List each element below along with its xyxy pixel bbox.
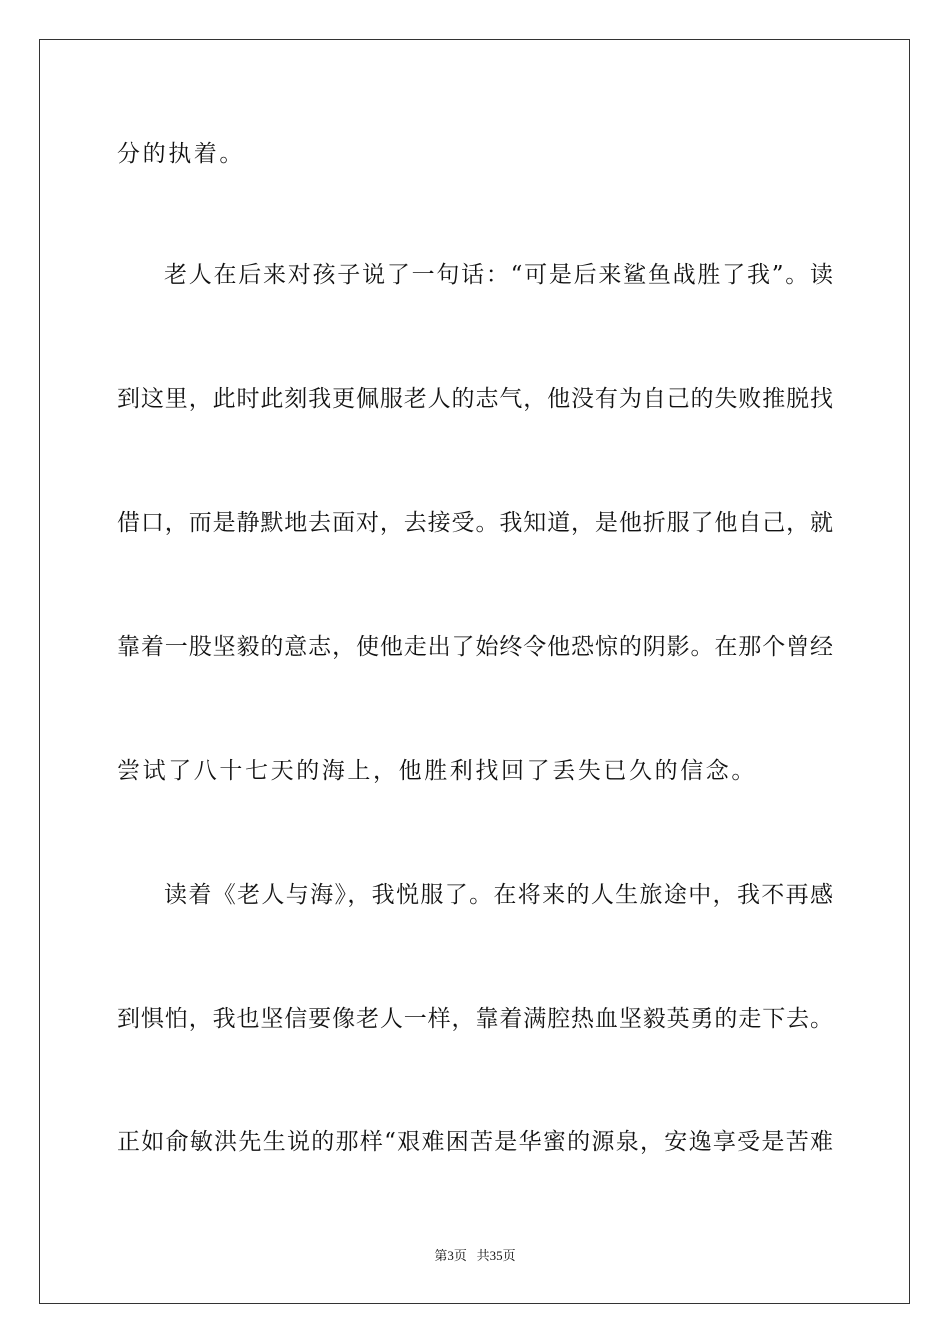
text-line: 老人在后来对孩子说了一句话：“可是后来鲨鱼战胜了我”。读 xyxy=(164,262,833,288)
text-line: 分的执着。 xyxy=(117,141,245,167)
page-number: 第3页 xyxy=(434,1248,467,1263)
text-line: 尝试了八十七天的海上，他胜利找回了丢失已久的信念。 xyxy=(117,758,757,784)
text-line: 读着《老人与海》，我悦服了。在将来的人生旅途中，我不再感 xyxy=(164,882,833,908)
text-line: 靠着一股坚毅的意志，使他走出了始终令他恐惊的阴影。在那个曾经 xyxy=(117,634,833,660)
text-line: 借口，而是静默地去面对，去接受。我知道，是他折服了他自己，就 xyxy=(117,510,833,536)
text-line: 正如俞敏洪先生说的那样“艰难困苦是华蜜的源泉，安逸享受是苦难 xyxy=(117,1129,833,1155)
text-line: 到惧怕，我也坚信要像老人一样，靠着满腔热血坚毅英勇的走下去。 xyxy=(117,1006,833,1032)
text-line: 到这里，此时此刻我更佩服老人的志气，他没有为自己的失败推脱找 xyxy=(117,386,833,412)
page-footer xyxy=(0,1248,950,1264)
page-total: 共35页 xyxy=(476,1248,516,1263)
page-border xyxy=(39,39,910,1304)
